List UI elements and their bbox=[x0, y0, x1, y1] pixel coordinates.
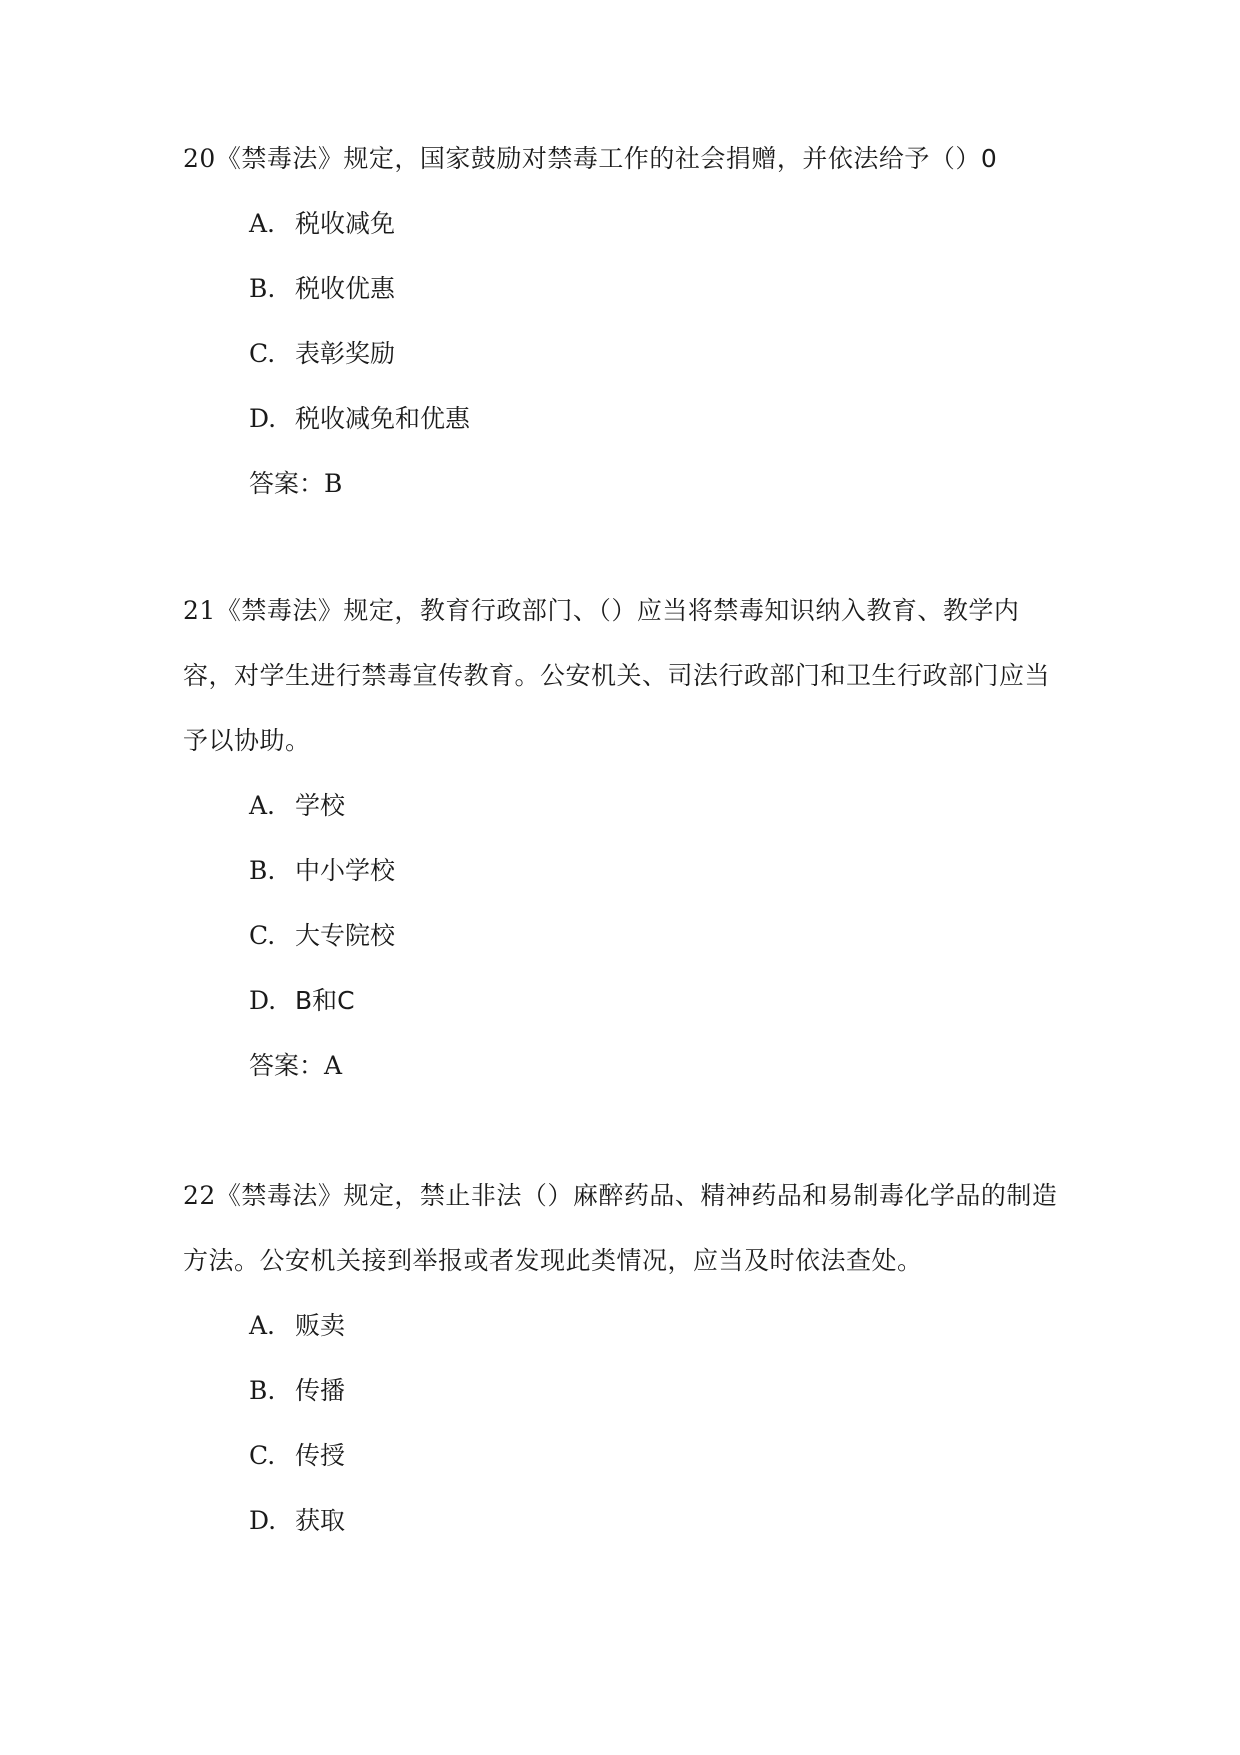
option-c bbox=[249, 321, 1063, 386]
option-b bbox=[249, 256, 1063, 321]
option-text: 表彰奖励 bbox=[295, 339, 396, 368]
option-text: 税收减免和优惠 bbox=[295, 404, 471, 433]
question-stem: 《禁毒法》规定，教育行政部门、（）应当将禁毒知识纳入教育、教学内容，对学生进行禁毒宣传教育。公安机关、司法行政部门和卫生行政部门应当予以协助。 bbox=[183, 596, 1051, 755]
option-a bbox=[249, 1293, 1063, 1358]
option-letter: D. bbox=[249, 986, 277, 1015]
option-text: 传播 bbox=[295, 1376, 346, 1405]
option-text: 贩卖 bbox=[295, 1311, 346, 1340]
answer-value: B bbox=[324, 469, 343, 498]
option-letter: C. bbox=[249, 339, 276, 368]
option-letter: A. bbox=[249, 1311, 276, 1340]
question-text bbox=[183, 578, 1063, 773]
option-a bbox=[249, 191, 1063, 256]
question-text bbox=[183, 126, 1063, 191]
option-c bbox=[249, 1423, 1063, 1488]
question-number: 20 bbox=[183, 144, 216, 173]
option-letter: C. bbox=[249, 1441, 276, 1470]
answer-line bbox=[249, 1033, 1063, 1098]
option-letter: C. bbox=[249, 921, 276, 950]
option-c bbox=[249, 903, 1063, 968]
answer-value: A bbox=[324, 1051, 343, 1080]
question-22 bbox=[183, 1163, 1063, 1553]
option-text: 中小学校 bbox=[295, 856, 396, 885]
option-letter: D. bbox=[249, 404, 277, 433]
answer-line bbox=[249, 451, 1063, 516]
option-text: B和C bbox=[295, 986, 355, 1015]
option-text: 税收优惠 bbox=[295, 274, 396, 303]
question-number: 22 bbox=[183, 1181, 216, 1210]
option-text: 获取 bbox=[295, 1506, 346, 1535]
question-21 bbox=[183, 578, 1063, 1098]
option-b bbox=[249, 1358, 1063, 1423]
option-text: 传授 bbox=[295, 1441, 346, 1470]
option-text: 大专院校 bbox=[295, 921, 396, 950]
option-letter: B. bbox=[249, 274, 276, 303]
question-stem: 《禁毒法》规定，禁止非法（）麻醉药品、精神药品和易制毒化学品的制造方法。公安机关接到举报或者发现此类情况，应当及时依法查处。 bbox=[183, 1181, 1058, 1275]
option-letter: B. bbox=[249, 856, 276, 885]
option-d bbox=[249, 386, 1063, 451]
option-d bbox=[249, 968, 1063, 1033]
option-d bbox=[249, 1488, 1063, 1553]
question-20 bbox=[183, 126, 1063, 516]
option-letter: A. bbox=[249, 209, 276, 238]
question-stem: 《禁毒法》规定，国家鼓励对禁毒工作的社会捐赠，并依法给予（）0 bbox=[215, 144, 998, 173]
option-text: 学校 bbox=[295, 791, 346, 820]
option-letter: A. bbox=[249, 791, 276, 820]
option-b bbox=[249, 838, 1063, 903]
answer-label: 答案： bbox=[249, 1051, 325, 1080]
question-text bbox=[183, 1163, 1063, 1293]
option-a bbox=[249, 773, 1063, 838]
question-number: 21 bbox=[183, 596, 216, 625]
option-text: 税收减免 bbox=[295, 209, 396, 238]
option-letter: D. bbox=[249, 1506, 277, 1535]
option-letter: B. bbox=[249, 1376, 276, 1405]
answer-label: 答案： bbox=[249, 469, 325, 498]
